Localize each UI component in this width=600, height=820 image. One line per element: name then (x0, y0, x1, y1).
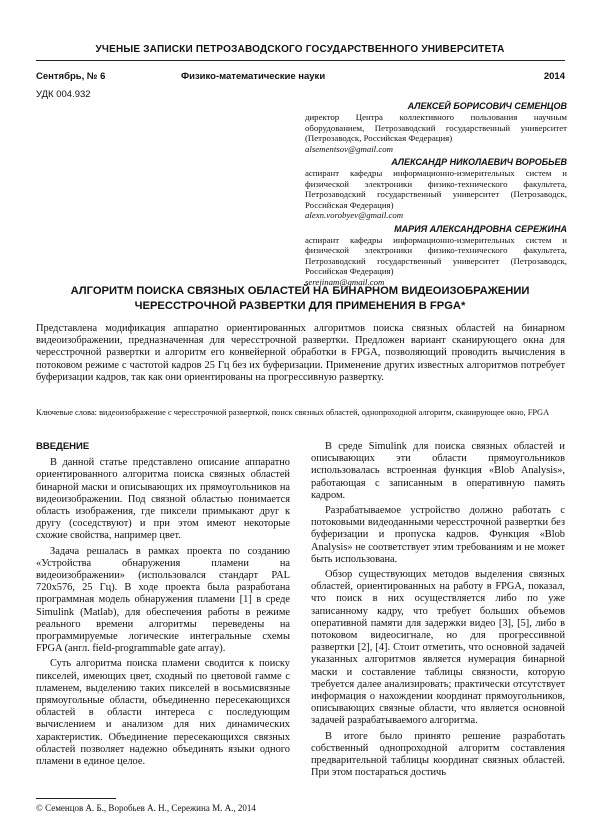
copyright-notice: © Семенцов А. Б., Воробьев А. Н., Сережина М. А., 2014 (36, 803, 256, 813)
paragraph: Разрабатываемое устройство должно работать с потоковыми видеоданными чересстрочной развертки без буферизации и пропуска кадров. Функция «Blob Analysis» не соответствует этим требованиям и не может быть использована. (311, 505, 565, 565)
author-3 (305, 223, 567, 288)
author-email[interactable]: serejinam@gmail.com (305, 276, 385, 287)
author-affiliation: директор Центра коллективного пользования научным оборудованием, Петрозаводский государственный университет (Петрозаводск, Российская Федерация) (305, 112, 567, 143)
paragraph: В итоге было принято решение разработать собственный однопроходной алгоритм составления предварительной таблицы координат связных областей. При этом постараться достичь (311, 730, 565, 779)
authors-block (305, 100, 567, 289)
author-2 (305, 156, 567, 221)
abstract: Представлена модификация аппаратно ориентированных алгоритмов поиска связных областей на бинарном видеоизображении, предназначенная для чересстрочной развертки. Предложен вариант сканирующего окна для чересстрочной развертки и алгоритм его конвейерной обработки в FPGA, позволяющий проводить вычисления в потоковом режиме с частотой кадров 25 Гц без их буферизации. Применение других известных алгоритмов потребует буферизации кадров, так как они ориентированы на прогрессивную развертку. (36, 323, 565, 383)
author-email[interactable]: alsementsov@gmail.com (305, 143, 393, 154)
paragraph: В данной статье представлено описание аппаратно ориентированного алгоритма поиска связных областей бинарной маски и описывающих их прямоугольников на видеоизображении. Под связной областью понимается область изображения, где пиксели примыкают друг к другу (соседствуют) и при этом имеют некоторые схожие свойства, например цвет. (36, 457, 290, 542)
author-name: АЛЕКСЕЙ БОРИСОВИЧ СЕМЕНЦОВ (407, 101, 567, 111)
right-column (311, 441, 565, 782)
footnote-rule (36, 798, 116, 799)
author-affiliation: аспирант кафедры информационно-измерительных систем и физической электроники физико-технического факультета, Петрозаводский государственный университет (Петрозаводск, Российская Федерация) (305, 168, 567, 210)
author-name: АЛЕКСАНДР НИКОЛАЕВИЧ ВОРОБЬЕВ (391, 157, 567, 167)
paragraph: Обзор существующих методов выделения связных областей, ориентированных на работу в FPGA, показал, что поиск в них осуществляется либо по уже записанному кадру, что требует больших объемов оперативной памяти для задержки видео [3], [5], либо в потоковом видеосигнале, но для прогрессивной развертки [2], [4]. Стоит отметить, что основной задачей указанных алгоритмов является нумерация бинарной маски и составление таблицы связности, которую требуется далее анализировать; практически отсутствует информация о нахождении координат прямоугольников, описывающих связные области, что является основной задачей разрабатываемого алгоритма. (311, 569, 565, 727)
author-email[interactable]: alexn.vorobyev@gmail.com (305, 210, 404, 220)
article-title: АЛГОРИТМ ПОИСКА СВЯЗНЫХ ОБЛАСТЕЙ НА БИНАРНОМ ВИДЕОИЗОБРАЖЕНИИ ЧЕРЕССТРОЧНОЙ РАЗВЕРТКИ ДЛЯ ПРИМЕНЕНИЯ В FPGA* (70, 285, 530, 312)
udc-code: УДК 004.932 (36, 89, 91, 100)
issue-date: Сентябрь, № 6 (36, 71, 106, 82)
section-name: Физико-математические науки (181, 71, 326, 82)
keywords: Ключевые слова: видеоизображение с чересстрочной разверткой, поиск связных областей, однопроходной алгоритм, сканирующее окно, FPGA (36, 408, 550, 417)
paragraph: В среде Simulink для поиска связных областей и описывающих эти области прямоугольников использовалась встроенная функция «Blob Analysis», работающая с записанным в оперативную память кадром. (311, 441, 565, 501)
left-column (36, 441, 290, 771)
header-rule (36, 60, 565, 61)
author-affiliation: аспирант кафедры информационно-измерительных систем и физической электроники физико-технического факультета, Петрозаводский государственный университет (Петрозаводск, Российская Федерация) (305, 234, 567, 276)
author-name: МАРИЯ АЛЕКСАНДРОВНА СЕРЕЖИНА (394, 223, 567, 234)
paragraph: Задача решалась в рамках проекта по созданию «Устройства обнаружения пламени на видеоизображении» (использовался стандарт PAL 720х576, 25 Гц). В ходе проекта была разработана программная модель обнаружения пламени [1] в среде Simulink (Matlab), для обеспечения работы в режиме реального времени алгоритмы переведены на программируемые логические интегральные схемы FPGA (англ. field-programmable gate array). (36, 545, 290, 655)
issue-year: 2014 (543, 71, 565, 82)
paragraph: Суть алгоритма поиска пламени сводится к поиску пикселей, имеющих цвет, сходный по цветовой гамме с пламенем, выделению таких пикселей в восьмисвязные прямоугольные области, объединенно пересекающихся областей в области интереса с последующим вычислением и анализом для них динамических характеристик. Объединение пересекающихся связных областей позволяет надежно объединять языки одного пламени в единое целое. (36, 658, 290, 768)
journal-title: УЧЕНЫЕ ЗАПИСКИ ПЕТРОЗАВОДСКОГО ГОСУДАРСТВЕННОГО УНИВЕРСИТЕТА (95, 44, 505, 55)
author-1 (305, 100, 567, 154)
section-heading: ВВЕДЕНИЕ (36, 441, 90, 452)
